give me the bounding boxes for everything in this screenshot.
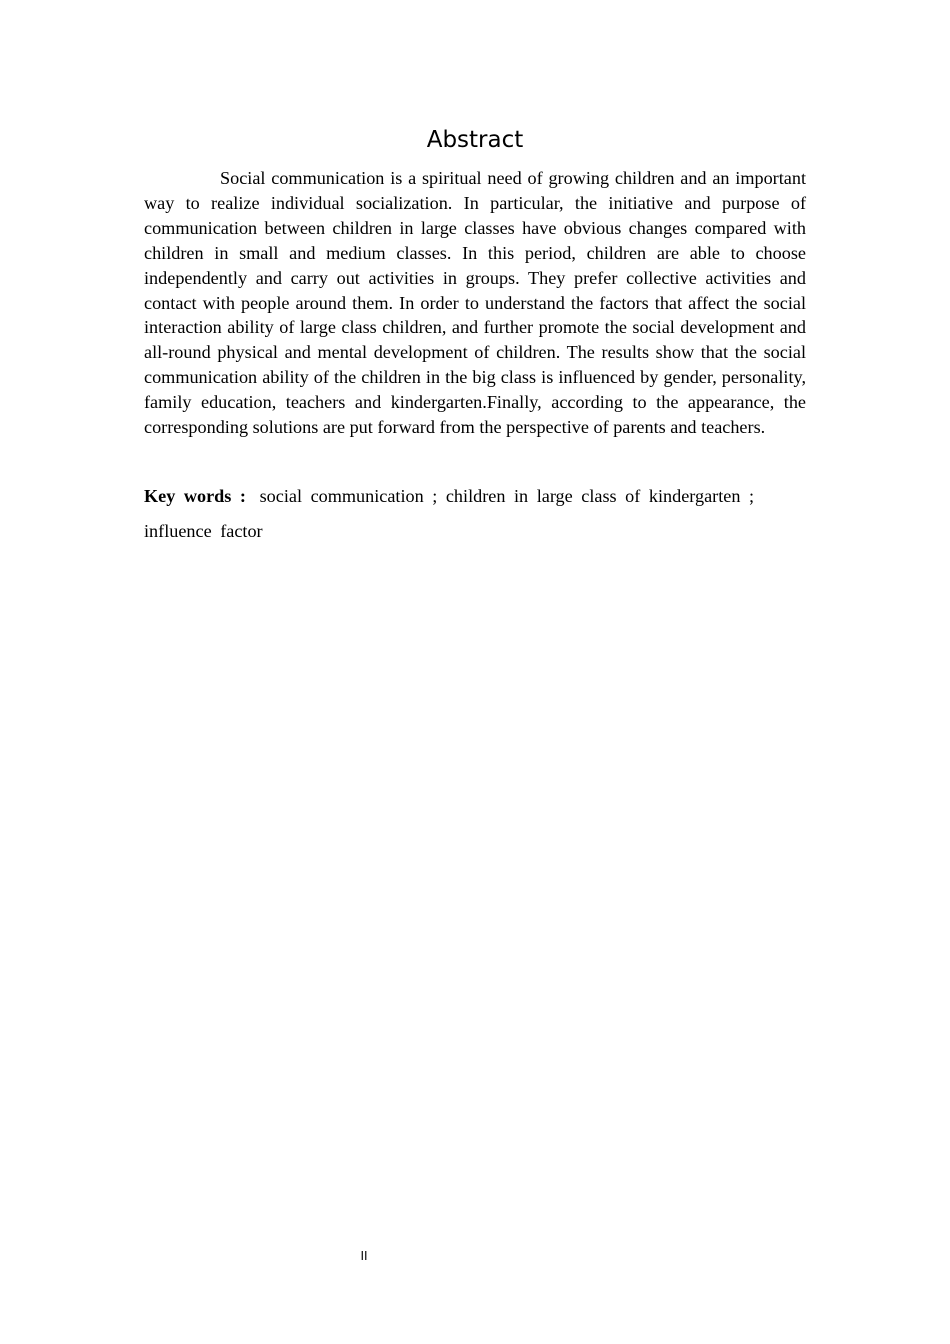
- keywords-line: [144, 479, 806, 549]
- page-number: II: [360, 1249, 368, 1263]
- abstract-paragraph: Social communication is a spiritual need of growing children and an important way to realize individual socialization. In particular, the initiative and purpose of communication between children in large classes have obvious changes compared with children in small and medium classes. In this period, children are able to choose independently and carry out activities in groups. They prefer collective activities and contact with people around them. In order to understand the factors that affect the social interaction ability of large class children, and further promote the social development and all-round physical and mental development of children. The results show that the social communication ability of the children in the big class is influenced by gender, personality, family education, teachers and kindergarten.Finally, according to the appearance, the corresponding solutions are put forward from the perspective of parents and teachers.: [144, 168, 806, 438]
- keywords-label: Key words :: [144, 486, 246, 506]
- keywords-list: social communication ; children in large class of kindergarten ; influence factor: [144, 486, 755, 541]
- abstract-heading: Abstract: [426, 127, 524, 153]
